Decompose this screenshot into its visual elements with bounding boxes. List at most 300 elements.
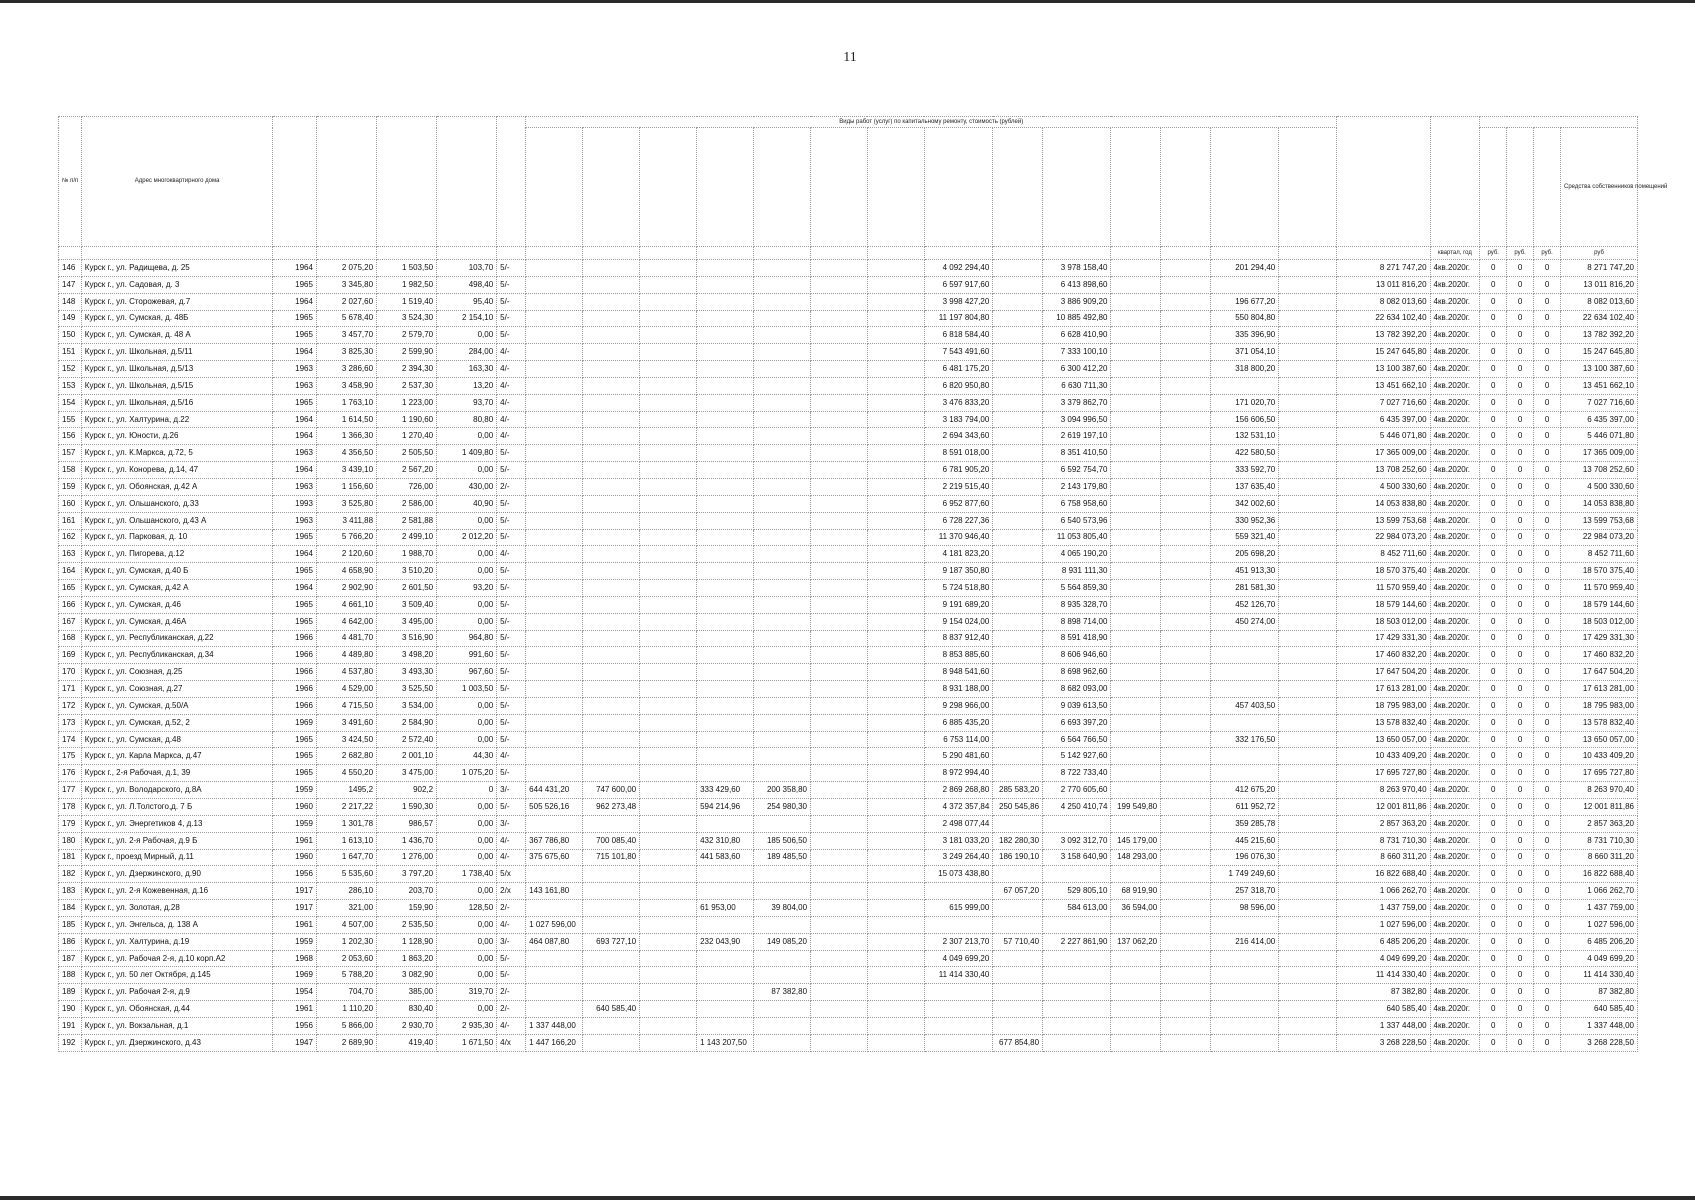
row-regional-amount: 0: [1507, 310, 1534, 327]
row-work-cost-14: [1279, 394, 1337, 411]
row-work-cost-9: [993, 613, 1043, 630]
row-work-cost-7: [867, 512, 924, 529]
header-floors: [497, 117, 526, 247]
row-work-cost-1: [526, 478, 583, 495]
row-work-cost-8: 2 694 343,60: [924, 428, 992, 445]
row-fund-amount: 0: [1480, 495, 1507, 512]
row-floors: 5/-: [497, 327, 526, 344]
row-nonresidential-area: 95,40: [437, 293, 497, 310]
header-funding-group: [1480, 117, 1638, 128]
row-work-cost-3: [640, 512, 697, 529]
row-work-cost-13: 450 274,00: [1210, 613, 1278, 630]
row-work-cost-12: [1161, 916, 1211, 933]
row-work-cost-12: [1161, 765, 1211, 782]
row-total-cost: 12 001 811,86: [1337, 799, 1430, 816]
row-year: 1965: [273, 327, 317, 344]
table-row: [59, 344, 1638, 361]
row-address: Курск г., ул. Сумская, д.46: [81, 596, 273, 613]
row-nonresidential-area: 93,20: [437, 580, 497, 597]
row-living-area: 2 537,30: [377, 377, 437, 394]
row-work-cost-12: [1161, 1034, 1211, 1051]
row-fund-amount: 0: [1480, 310, 1507, 327]
row-work-cost-12: [1161, 697, 1211, 714]
row-work-cost-9: [993, 664, 1043, 681]
row-owners-amount: 16 822 688,40: [1561, 866, 1638, 883]
row-work-cost-5: [754, 765, 811, 782]
row-address: Курск г., ул. Ольшанского, д.33: [81, 495, 273, 512]
row-work-cost-13: 342 002,60: [1210, 495, 1278, 512]
row-work-cost-4: [697, 377, 754, 394]
row-work-cost-12: [1161, 546, 1211, 563]
row-work-cost-1: 1 337 448,00: [526, 1017, 583, 1034]
row-floors: 2/-: [497, 478, 526, 495]
row-work-cost-1: [526, 495, 583, 512]
row-work-cost-7: [867, 478, 924, 495]
row-work-cost-10: 2 143 179,80: [1043, 478, 1111, 495]
row-address: Курск г., ул. К.Маркса, д.72, 5: [81, 445, 273, 462]
row-work-cost-4: [697, 714, 754, 731]
row-fund-amount: 0: [1480, 832, 1507, 849]
row-fund-amount: 0: [1480, 697, 1507, 714]
row-floors: 4/х: [497, 1034, 526, 1051]
row-work-cost-10: 6 540 573,96: [1043, 512, 1111, 529]
row-work-cost-14: [1279, 428, 1337, 445]
row-total-area: 286,10: [316, 883, 376, 900]
row-work-cost-12: [1161, 377, 1211, 394]
row-work-cost-13: 452 126,70: [1210, 596, 1278, 613]
row-work-cost-10: 8 606 946,60: [1043, 647, 1111, 664]
row-work-cost-10: 2 619 197,10: [1043, 428, 1111, 445]
row-work-cost-1: [526, 967, 583, 984]
row-work-cost-13: 335 396,90: [1210, 327, 1278, 344]
row-work-cost-1: [526, 546, 583, 563]
row-work-cost-9: 57 710,40: [993, 933, 1043, 950]
row-work-cost-12: [1161, 580, 1211, 597]
row-number: 175: [59, 748, 82, 765]
row-address: Курск г., ул. Обоянская, д.44: [81, 1001, 273, 1018]
row-work-cost-9: [993, 731, 1043, 748]
row-work-cost-1: [526, 613, 583, 630]
row-work-cost-9: [993, 512, 1043, 529]
row-total-area: 1 614,50: [316, 411, 376, 428]
row-address: Курск г., ул. 50 лет Октября, д.145: [81, 967, 273, 984]
row-municipal-amount: 0: [1534, 613, 1561, 630]
row-work-cost-14: [1279, 731, 1337, 748]
row-work-cost-8: 6 952 877,60: [924, 495, 992, 512]
row-work-cost-2: [583, 478, 640, 495]
row-number: 161: [59, 512, 82, 529]
row-work-cost-10: 6 758 958,60: [1043, 495, 1111, 512]
row-nonresidential-area: 0,00: [437, 832, 497, 849]
row-work-cost-2: [583, 596, 640, 613]
table-row: [59, 714, 1638, 731]
row-work-cost-6: [811, 293, 868, 310]
row-municipal-amount: 0: [1534, 950, 1561, 967]
row-owners-amount: 22 634 102,40: [1561, 310, 1638, 327]
row-total-cost: 8 271 747,20: [1337, 260, 1430, 277]
row-work-cost-10: 6 300 412,20: [1043, 361, 1111, 378]
row-work-cost-3: [640, 731, 697, 748]
row-regional-amount: 0: [1507, 1001, 1534, 1018]
row-work-cost-2: [583, 327, 640, 344]
row-work-cost-7: [867, 613, 924, 630]
row-owners-amount: 2 857 363,20: [1561, 815, 1638, 832]
row-work-cost-6: [811, 613, 868, 630]
row-work-cost-9: [993, 445, 1043, 462]
row-work-cost-8: 8 837 912,40: [924, 630, 992, 647]
row-work-cost-11: [1111, 984, 1161, 1001]
row-owners-amount: 10 433 409,20: [1561, 748, 1638, 765]
row-work-cost-3: [640, 799, 697, 816]
row-work-cost-12: [1161, 478, 1211, 495]
row-work-cost-1: 375 675,60: [526, 849, 583, 866]
row-total-area: 1 647,70: [316, 849, 376, 866]
row-work-cost-2: [583, 681, 640, 698]
row-floors: 5/-: [497, 529, 526, 546]
row-regional-amount: 0: [1507, 984, 1534, 1001]
row-address: Курск г., ул. Обоянская, д.42 А: [81, 478, 273, 495]
row-work-cost-13: 611 952,72: [1210, 799, 1278, 816]
row-work-cost-3: [640, 411, 697, 428]
row-work-cost-9: [993, 260, 1043, 277]
row-work-cost-11: [1111, 681, 1161, 698]
row-work-cost-10: 8 935 328,70: [1043, 596, 1111, 613]
row-floors: 5/-: [497, 596, 526, 613]
row-work-cost-10: 3 092 312,70: [1043, 832, 1111, 849]
row-work-cost-11: 137 062,20: [1111, 933, 1161, 950]
row-owners-amount: 8 263 970,40: [1561, 782, 1638, 799]
row-nonresidential-area: 964,80: [437, 630, 497, 647]
row-owners-amount: 18 570 375,40: [1561, 563, 1638, 580]
row-work-cost-6: [811, 596, 868, 613]
row-work-cost-10: [1043, 1001, 1111, 1018]
row-work-cost-8: 3 998 427,20: [924, 293, 992, 310]
row-work-cost-7: [867, 647, 924, 664]
row-nonresidential-area: 0,00: [437, 462, 497, 479]
row-regional-amount: 0: [1507, 664, 1534, 681]
row-work-cost-2: [583, 462, 640, 479]
row-total-cost: 11 570 959,40: [1337, 580, 1430, 597]
row-work-cost-5: 39 804,00: [754, 900, 811, 917]
row-work-cost-8: 11 197 804,80: [924, 310, 992, 327]
table-body: [59, 260, 1638, 1052]
row-work-cost-13: [1210, 1034, 1278, 1051]
row-term: 4кв.2020г.: [1430, 782, 1480, 799]
header-total-area: [316, 117, 376, 247]
row-fund-amount: 0: [1480, 866, 1507, 883]
row-term: 4кв.2020г.: [1430, 361, 1480, 378]
row-owners-amount: 13 782 392,20: [1561, 327, 1638, 344]
row-work-cost-7: [867, 428, 924, 445]
row-total-area: 3 525,80: [316, 495, 376, 512]
row-work-cost-5: [754, 276, 811, 293]
row-year: 1961: [273, 832, 317, 849]
row-fund-amount: 0: [1480, 580, 1507, 597]
row-work-cost-8: 6 597 917,60: [924, 276, 992, 293]
row-floors: 4/-: [497, 916, 526, 933]
table-row: [59, 377, 1638, 394]
row-work-cost-1: [526, 344, 583, 361]
row-total-area: 4 715,50: [316, 697, 376, 714]
row-total-area: 3 458,90: [316, 377, 376, 394]
row-fund-amount: 0: [1480, 900, 1507, 917]
row-work-cost-14: [1279, 681, 1337, 698]
header-work-10: [1043, 128, 1111, 247]
row-nonresidential-area: 430,00: [437, 478, 497, 495]
row-work-cost-4: [697, 916, 754, 933]
row-work-cost-14: [1279, 1034, 1337, 1051]
table-row: [59, 596, 1638, 613]
row-municipal-amount: 0: [1534, 445, 1561, 462]
row-work-cost-3: [640, 832, 697, 849]
row-total-cost: 14 053 838,80: [1337, 495, 1430, 512]
row-municipal-amount: 0: [1534, 495, 1561, 512]
row-work-cost-12: [1161, 394, 1211, 411]
row-regional-amount: 0: [1507, 731, 1534, 748]
header-regional-budget: [1507, 128, 1534, 247]
row-work-cost-5: [754, 327, 811, 344]
row-work-cost-12: [1161, 361, 1211, 378]
row-number: 168: [59, 630, 82, 647]
row-work-cost-6: [811, 765, 868, 782]
row-living-area: 2 394,30: [377, 361, 437, 378]
row-work-cost-3: [640, 782, 697, 799]
row-regional-amount: 0: [1507, 445, 1534, 462]
row-work-cost-7: [867, 664, 924, 681]
table-row: [59, 428, 1638, 445]
row-work-cost-13: 330 952,36: [1210, 512, 1278, 529]
row-work-cost-7: [867, 411, 924, 428]
row-total-area: 4 529,00: [316, 681, 376, 698]
row-regional-amount: 0: [1507, 748, 1534, 765]
row-work-cost-8: 9 298 966,00: [924, 697, 992, 714]
row-municipal-amount: 0: [1534, 546, 1561, 563]
row-work-cost-12: [1161, 681, 1211, 698]
row-work-cost-4: [697, 765, 754, 782]
row-work-cost-2: 962 273,48: [583, 799, 640, 816]
row-floors: 5/х: [497, 866, 526, 883]
row-year: 1964: [273, 428, 317, 445]
row-total-area: 1 366,30: [316, 428, 376, 445]
row-work-cost-11: [1111, 394, 1161, 411]
row-term: 4кв.2020г.: [1430, 445, 1480, 462]
row-municipal-amount: 0: [1534, 529, 1561, 546]
row-work-cost-3: [640, 1017, 697, 1034]
row-owners-amount: 4 049 699,20: [1561, 950, 1638, 967]
row-number: 181: [59, 849, 82, 866]
row-municipal-amount: 0: [1534, 731, 1561, 748]
row-work-cost-9: [993, 681, 1043, 698]
row-work-cost-3: [640, 462, 697, 479]
row-work-cost-8: 4 181 823,20: [924, 546, 992, 563]
row-number: 146: [59, 260, 82, 277]
row-total-area: 5 866,00: [316, 1017, 376, 1034]
header-work-12: [1161, 128, 1211, 247]
row-total-area: 2 902,90: [316, 580, 376, 597]
row-work-cost-13: 205 698,20: [1210, 546, 1278, 563]
row-work-cost-8: 4 092 294,40: [924, 260, 992, 277]
table-row: [59, 260, 1638, 277]
row-work-cost-1: [526, 428, 583, 445]
row-municipal-amount: 0: [1534, 310, 1561, 327]
row-work-cost-8: 6 481 175,20: [924, 361, 992, 378]
row-work-cost-5: 87 382,80: [754, 984, 811, 1001]
row-total-cost: 17 613 281,00: [1337, 681, 1430, 698]
table-row: [59, 765, 1638, 782]
row-work-cost-2: [583, 563, 640, 580]
row-total-area: 1 110,20: [316, 1001, 376, 1018]
row-work-cost-8: [924, 984, 992, 1001]
row-work-cost-1: [526, 714, 583, 731]
row-nonresidential-area: 0,00: [437, 613, 497, 630]
row-nonresidential-area: 319,70: [437, 984, 497, 1001]
row-work-cost-8: 5 290 481,60: [924, 748, 992, 765]
row-nonresidential-area: 163,30: [437, 361, 497, 378]
row-owners-amount: 6 435 397,00: [1561, 411, 1638, 428]
row-work-cost-6: [811, 1001, 868, 1018]
row-municipal-amount: 0: [1534, 782, 1561, 799]
row-work-cost-2: [583, 276, 640, 293]
row-total-cost: 17 647 504,20: [1337, 664, 1430, 681]
row-work-cost-3: [640, 596, 697, 613]
row-work-cost-9: [993, 1001, 1043, 1018]
row-work-cost-14: [1279, 293, 1337, 310]
row-work-cost-3: [640, 276, 697, 293]
row-fund-amount: 0: [1480, 276, 1507, 293]
row-work-cost-14: [1279, 276, 1337, 293]
row-living-area: 1 190,60: [377, 411, 437, 428]
row-work-cost-11: [1111, 529, 1161, 546]
row-year: 1964: [273, 260, 317, 277]
row-year: 1917: [273, 900, 317, 917]
unit-term: квартал, год: [1430, 247, 1480, 260]
row-work-cost-2: [583, 950, 640, 967]
row-municipal-amount: 0: [1534, 377, 1561, 394]
row-work-cost-3: [640, 478, 697, 495]
row-living-area: 1 223,00: [377, 394, 437, 411]
row-work-cost-10: 5 564 859,30: [1043, 580, 1111, 597]
row-work-cost-5: [754, 1001, 811, 1018]
row-total-area: 4 550,20: [316, 765, 376, 782]
row-fund-amount: 0: [1480, 445, 1507, 462]
row-fund-amount: 0: [1480, 596, 1507, 613]
row-work-cost-10: 8 591 418,90: [1043, 630, 1111, 647]
row-work-cost-13: 550 804,80: [1210, 310, 1278, 327]
row-work-cost-1: [526, 748, 583, 765]
row-owners-amount: 11 570 959,40: [1561, 580, 1638, 597]
row-work-cost-13: 371 054,10: [1210, 344, 1278, 361]
row-work-cost-13: [1210, 276, 1278, 293]
row-work-cost-2: [583, 445, 640, 462]
row-work-cost-11: 36 594,00: [1111, 900, 1161, 917]
row-municipal-amount: 0: [1534, 512, 1561, 529]
row-work-cost-13: 196 677,20: [1210, 293, 1278, 310]
table-row: [59, 731, 1638, 748]
row-work-cost-6: [811, 495, 868, 512]
row-work-cost-2: [583, 731, 640, 748]
scan-edge-bottom: [0, 1196, 1695, 1200]
row-total-cost: 17 429 331,30: [1337, 630, 1430, 647]
table-row: [59, 563, 1638, 580]
row-work-cost-9: [993, 984, 1043, 1001]
row-work-cost-11: 145 179,00: [1111, 832, 1161, 849]
row-total-area: 2 027,60: [316, 293, 376, 310]
row-work-cost-6: [811, 866, 868, 883]
row-address: Курск г., ул. Дзержинского, д.43: [81, 1034, 273, 1051]
row-work-cost-12: [1161, 883, 1211, 900]
row-total-area: 4 489,80: [316, 647, 376, 664]
row-work-cost-9: [993, 293, 1043, 310]
table-row: [59, 900, 1638, 917]
row-work-cost-8: 9 187 350,80: [924, 563, 992, 580]
row-living-area: 3 510,20: [377, 563, 437, 580]
row-number: 166: [59, 596, 82, 613]
row-work-cost-14: [1279, 260, 1337, 277]
row-owners-amount: 15 247 645,80: [1561, 344, 1638, 361]
row-work-cost-2: [583, 1034, 640, 1051]
row-work-cost-13: 457 403,50: [1210, 697, 1278, 714]
row-work-cost-1: [526, 984, 583, 1001]
row-work-cost-11: [1111, 377, 1161, 394]
row-year: 1959: [273, 933, 317, 950]
row-work-cost-13: 445 215,60: [1210, 832, 1278, 849]
row-total-cost: 22 984 073,20: [1337, 529, 1430, 546]
row-living-area: 3 525,50: [377, 681, 437, 698]
row-term: 4кв.2020г.: [1430, 933, 1480, 950]
row-number: 148: [59, 293, 82, 310]
row-living-area: 1 128,90: [377, 933, 437, 950]
row-work-cost-3: [640, 394, 697, 411]
table-row: [59, 950, 1638, 967]
row-work-cost-8: 2 869 268,80: [924, 782, 992, 799]
row-fund-amount: 0: [1480, 1001, 1507, 1018]
row-number: 169: [59, 647, 82, 664]
row-work-cost-6: [811, 411, 868, 428]
row-work-cost-7: [867, 495, 924, 512]
row-regional-amount: 0: [1507, 596, 1534, 613]
row-work-cost-5: 189 485,50: [754, 849, 811, 866]
row-work-cost-13: 412 675,20: [1210, 782, 1278, 799]
row-living-area: 3 516,90: [377, 630, 437, 647]
row-work-cost-10: 5 142 927,60: [1043, 748, 1111, 765]
row-regional-amount: 0: [1507, 630, 1534, 647]
row-total-area: 3 411,88: [316, 512, 376, 529]
row-work-cost-6: [811, 933, 868, 950]
row-floors: 4/-: [497, 377, 526, 394]
row-owners-amount: 13 599 753,68: [1561, 512, 1638, 529]
row-number: 164: [59, 563, 82, 580]
row-municipal-amount: 0: [1534, 647, 1561, 664]
row-work-cost-5: [754, 445, 811, 462]
header-work-11: [1111, 128, 1161, 247]
row-work-cost-5: [754, 361, 811, 378]
row-total-area: 2 689,90: [316, 1034, 376, 1051]
row-work-cost-14: [1279, 984, 1337, 1001]
row-address: Курск г., ул. Золотая, д.28: [81, 900, 273, 917]
table-row: [59, 293, 1638, 310]
row-total-area: 4 481,70: [316, 630, 376, 647]
row-work-cost-9: [993, 394, 1043, 411]
row-year: 1959: [273, 782, 317, 799]
row-address: Курск г., ул. 2-я Рабочая, д.9 Б: [81, 832, 273, 849]
row-work-cost-5: 149 085,20: [754, 933, 811, 950]
row-work-cost-7: [867, 765, 924, 782]
table-row: [59, 849, 1638, 866]
row-address: Курск г., ул. Сумская, д.40 Б: [81, 563, 273, 580]
row-number: 150: [59, 327, 82, 344]
row-work-cost-3: [640, 1034, 697, 1051]
header-work-13: [1210, 128, 1278, 247]
